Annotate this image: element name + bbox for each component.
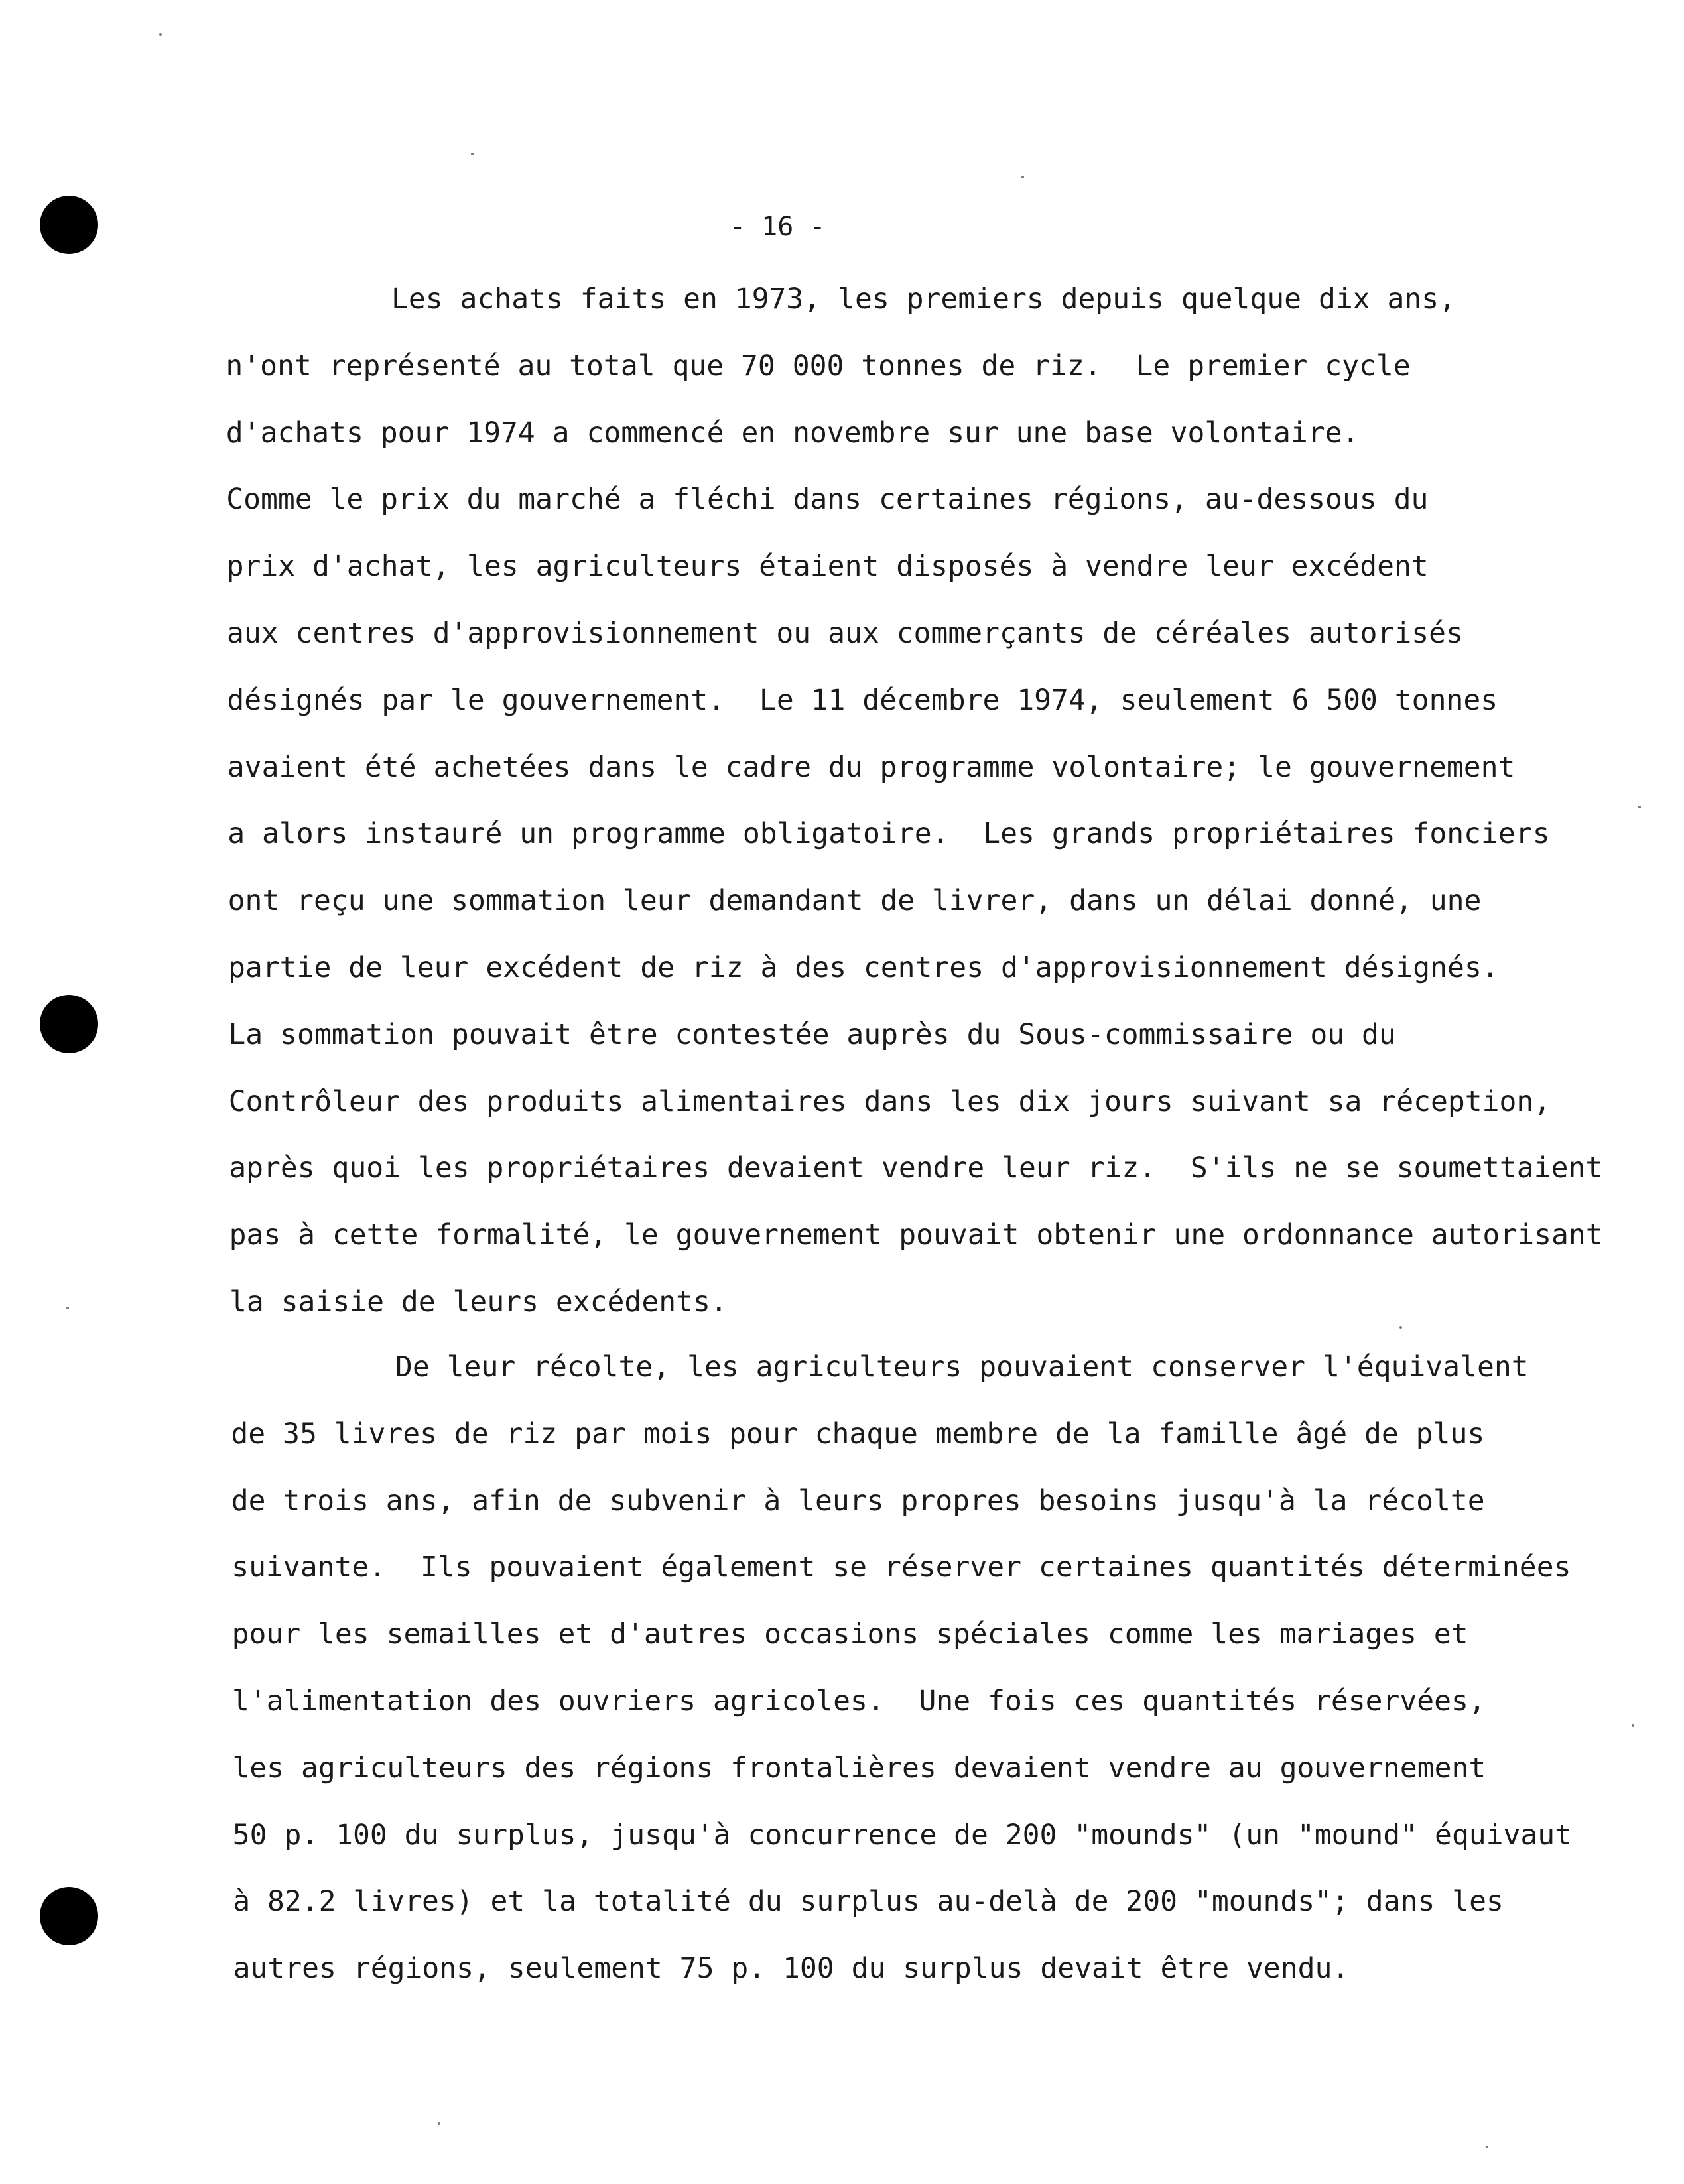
text-line: pas à cette formalité, le gouvernement pouvait obtenir une ordonnance autorisant	[229, 1218, 1603, 1252]
scan-speck	[1632, 1724, 1634, 1727]
text-line: l'alimentation des ouvriers agricoles. Une fois ces quantités réservées,	[232, 1685, 1486, 1718]
text-line: n'ont représenté au total que 70 000 tonnes de riz. Le premier cycle	[226, 349, 1411, 383]
punch-hole	[40, 196, 98, 254]
text-line: prix d'achat, les agriculteurs étaient disposés à vendre leur excédent	[226, 550, 1429, 584]
text-line: Comme le prix du marché a fléchi dans certaines régions, au-dessous du	[226, 483, 1429, 517]
text-line: suivante. Ils pouvaient également se réserver certaines quantités déterminées	[231, 1551, 1571, 1584]
text-line: de 35 livres de riz par mois pour chaque membre de la famille âgé de plus	[231, 1417, 1485, 1450]
text-line: partie de leur excédent de riz à des centres d'approvisionnement désignés.	[228, 951, 1499, 984]
scan-speck	[1638, 806, 1641, 808]
text-line: a alors instauré un programme obligatoire. Les grands propriétaires fonciers	[227, 817, 1550, 851]
text-line: la saisie de leurs excédents.	[229, 1285, 728, 1318]
text-line: ont reçu une sommation leur demandant de livrer, dans un délai donné, une	[227, 884, 1482, 918]
scan-speck	[1486, 2146, 1488, 2148]
page-number: - 16 -	[730, 212, 826, 242]
text-line: La sommation pouvait être contestée auprès du Sous-commissaire ou du	[228, 1017, 1396, 1051]
text-line: pour les semailles et d'autres occasions spéciales comme les mariages et	[231, 1618, 1468, 1651]
text-line: Les achats faits en 1973, les premiers depuis quelque dix ans,	[391, 283, 1457, 316]
punch-hole	[40, 1887, 98, 1945]
text-line: d'achats pour 1974 a commencé en novembre sur une base volontaire.	[226, 416, 1360, 450]
text-line: les agriculteurs des régions frontalières devaient vendre au gouvernement	[232, 1751, 1486, 1785]
text-line: De leur récolte, les agriculteurs pouvaient conserver l'équivalent	[395, 1350, 1529, 1383]
text-line: aux centres d'approvisionnement ou aux commerçants de céréales autorisés	[227, 617, 1463, 650]
text-line: désignés par le gouvernement. Le 11 décembre 1974, seulement 6 500 tonnes	[227, 683, 1498, 717]
text-line: avaient été achetées dans le cadre du programme volontaire; le gouvernement	[227, 750, 1516, 784]
text-line: à 82.2 livres) et la totalité du surplus au-delà de 200 "mounds"; dans les	[233, 1885, 1504, 1919]
text-line: de trois ans, afin de subvenir à leurs propres besoins jusqu'à la récolte	[231, 1484, 1485, 1517]
text-line: autres régions, seulement 75 p. 100 du surplus devait être vendu.	[233, 1952, 1350, 1986]
scan-speck	[1021, 176, 1024, 178]
text-line: 50 p. 100 du surplus, jusqu'à concurrence de 200 "mounds" (un "mound" équivaut	[232, 1818, 1573, 1852]
text-line: après quoi les propriétaires devaient vendre leur riz. S'ils ne se soumettaient	[229, 1151, 1603, 1185]
text-line: Contrôleur des produits alimentaires dans les dix jours suivant sa réception,	[228, 1084, 1551, 1118]
scan-speck	[1399, 1326, 1402, 1329]
punch-hole	[40, 995, 98, 1053]
scan-speck	[471, 153, 474, 155]
scan-speck	[438, 2122, 440, 2125]
scan-speck	[159, 33, 162, 36]
scan-speck	[66, 1307, 69, 1309]
